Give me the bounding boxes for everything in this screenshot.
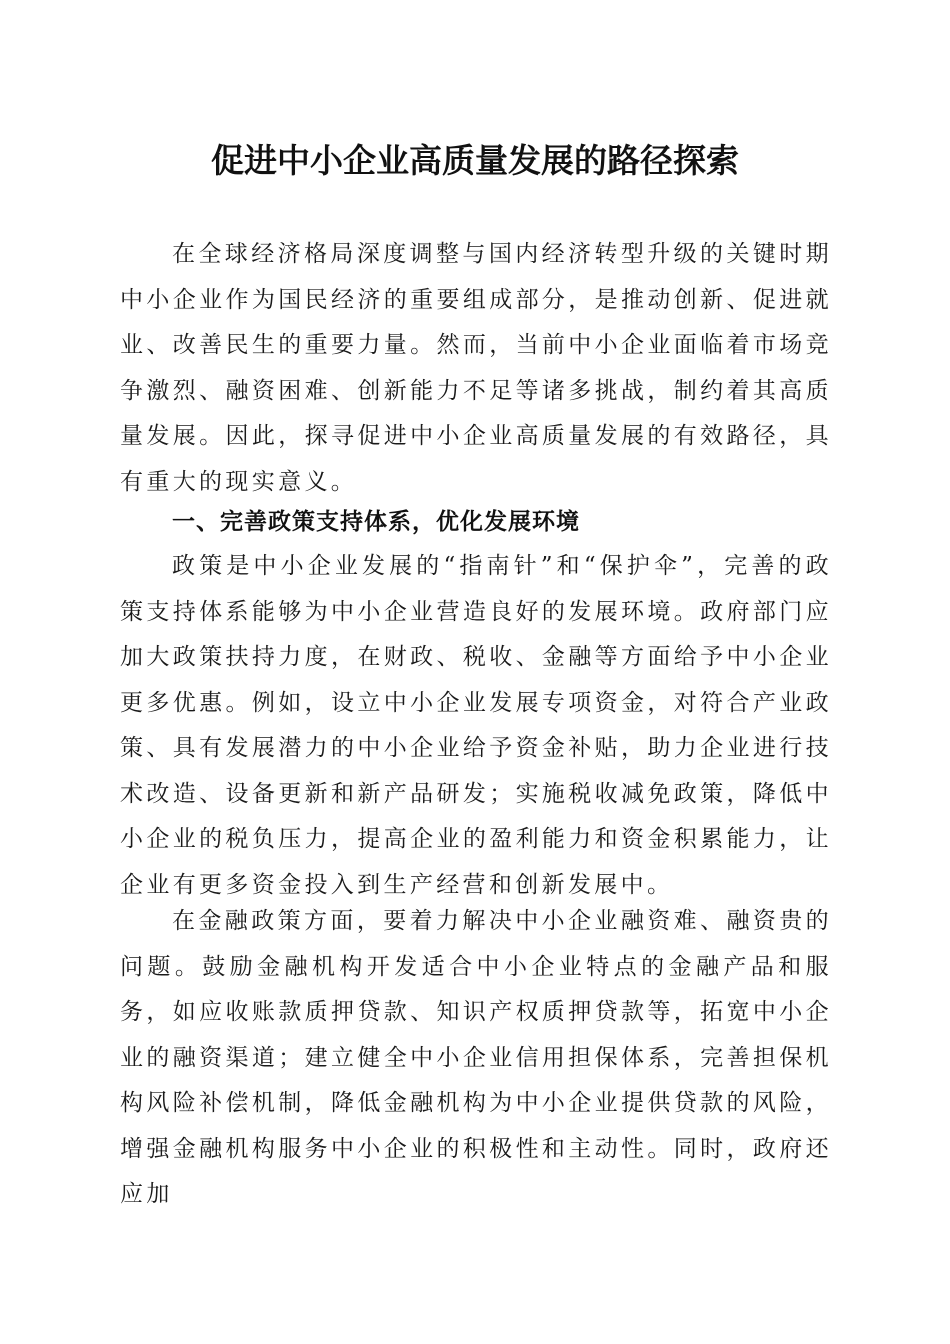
document-title: 促进中小企业高质量发展的路径探索 <box>211 141 739 180</box>
paragraph-intro: 在全球经济格局深度调整与国内经济转型升级的关键时期中小企业作为国民经济的重要组成部分，是推动创新、促进就业、改善民生的重要力量。然而，当前中小企业面临着市场竞争激烈、融资困难、创新能力不足等诸多挑战，制约着其高质量发展。因此，探寻促进中小企业高质量发展的有效路径，具有重大的现实意义。 <box>120 241 832 495</box>
paragraph-policy-support: 政策是中小企业发展的“指南针”和“保护伞”，完善的政策支持体系能够为中小企业营造良好的发展环境。政府部门应加大政策扶持力度，在财政、税收、金融等方面给予中小企业更多优惠。例如，设立中小企业发展专项资金，对符合产业政策、具有发展潜力的中小企业给予资金补贴，助力企业进行技术改造、设备更新和新产品研发；实施税收减免政策，降低中小企业的税负压力，提高企业的盈利能力和资金积累能力，让企业有更多资金投入到生产经营和创新发展中。 <box>120 553 832 898</box>
paragraph-financial-policy: 在金融政策方面，要着力解决中小企业融资难、融资贵的问题。鼓励金融机构开发适合中小企业特点的金融产品和服务，如应收账款质押贷款、知识产权质押贷款等，拓宽中小企业的融资渠道；建立健全中小企业信用担保体系，完善担保机构风险补偿机制，降低金融机构为中小企业提供贷款的风险，增强金融机构服务中小企业的积极性和主动性。同时，政府还应加 <box>120 908 832 1207</box>
section-heading-1: 一、完善政策支持体系，优化发展环境 <box>172 509 580 535</box>
